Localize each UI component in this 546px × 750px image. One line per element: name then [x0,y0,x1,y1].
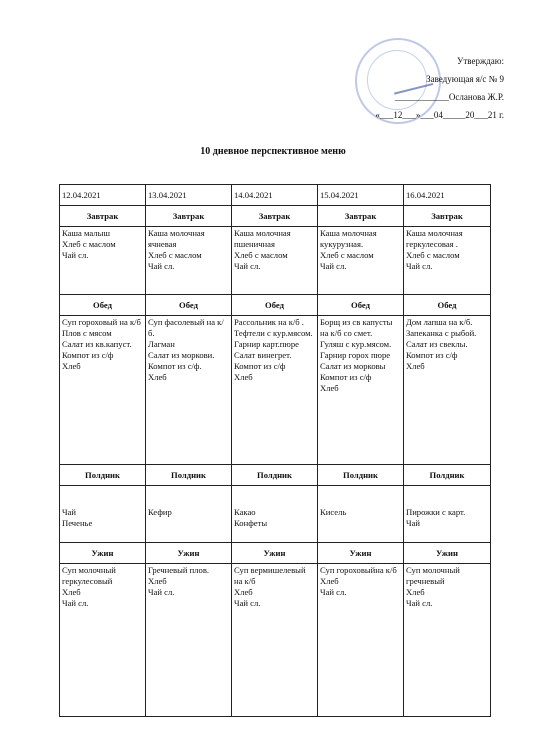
meal-header-row-breakfast [60,206,491,227]
date-day: 12 [393,110,403,120]
meal-header: Ужин [146,543,232,564]
menu-row-snack [60,486,491,543]
menu-cell [146,486,232,543]
menu-items: Суп молочный геркулесовый Хлеб Чай сл. [62,565,116,608]
meal-header-row-lunch [60,295,491,316]
meal-header-row-dinner [60,543,491,564]
meal-header: Полдник [232,465,318,486]
menu-items: Суп вермишелевый на к/б Хлеб Чай сл. [234,565,306,608]
menu-items: Суп гороховый на к/б Плов с мясом Салат из кв.капуст. Компот из с/ф Хлеб [62,317,141,371]
menu-cell [60,227,146,295]
meal-header: Обед [404,295,491,316]
date-open: « [375,110,380,120]
meal-header: Завтрак [232,206,318,227]
menu-items: Суп гороховыйна к/б Хлеб Чай сл. [320,565,397,597]
menu-cell [146,316,232,465]
meal-header: Обед [60,295,146,316]
menu-cell [146,227,232,295]
menu-items: Гречневый плов. Хлеб Чай сл. [148,565,210,597]
date-year: 20 [465,110,475,120]
menu-items: Суп фасолевый на к/б. Лагман Салат из моркови. Компот из с/ф. Хлеб [148,317,224,382]
approval-date-line: «___12___»___04_____20___21 г. [375,110,504,120]
date-cell: 14.04.2021 [232,185,318,206]
menu-cell [60,316,146,465]
menu-cell [318,227,404,295]
date-mid: » [415,110,421,120]
menu-items: Каша молочная пшеничная Хлеб с маслом Чай сл. [234,228,291,271]
menu-items: Кисель [320,507,347,517]
menu-row-breakfast [60,227,491,295]
menu-items: Пирожки с карт. Чай [406,507,466,528]
menu-items: Чай Печенье [62,507,93,528]
menu-cell [404,486,491,543]
meal-header-row-snack [60,465,491,486]
date-cell: 16.04.2021 [404,185,491,206]
menu-cell [60,564,146,717]
menu-cell [318,564,404,717]
menu-row-lunch [60,316,491,465]
menu-items: Каша молочная геркулесовая . Хлеб с маслом Чай сл. [406,228,463,271]
menu-items: Каша молочная кукурузная. Хлеб с маслом Чай сл. [320,228,377,271]
menu-items: Какао Конфеты [234,507,268,528]
menu-table [59,184,491,717]
meal-header: Завтрак [60,206,146,227]
menu-items: Кефир [148,507,172,517]
date-year-end: 21 г. [487,110,504,120]
menu-cell [404,564,491,717]
meal-header: Полдник [146,465,232,486]
menu-cell [232,227,318,295]
menu-cell [232,486,318,543]
menu-cell [60,486,146,543]
menu-items: Рассольник на к/б . Тефтели с кур.мясом. Гарнир карт.пюре Салат винегрет. Компот из с/ф Хлеб [234,317,313,382]
meal-header: Обед [146,295,232,316]
menu-cell [232,316,318,465]
menu-cell [232,564,318,717]
meal-header: Ужин [404,543,491,564]
menu-row-dinner [60,564,491,717]
meal-header: Ужин [232,543,318,564]
approval-position: Заведующая я/с № 9 [426,74,504,84]
date-cell: 12.04.2021 [60,185,146,206]
menu-items: Каша молочная ячневая Хлеб с маслом Чай сл. [148,228,205,271]
menu-items: Каша малыш Хлеб с маслом Чай сл. [62,228,116,260]
meal-header: Полдник [60,465,146,486]
date-month: 04 [433,110,443,120]
meal-header: Завтрак [318,206,404,227]
approval-block [314,52,504,124]
menu-cell [318,316,404,465]
meal-header: Завтрак [404,206,491,227]
menu-cell [146,564,232,717]
document-title: 10 дневное перспективное меню [200,146,346,157]
meal-header: Обед [318,295,404,316]
meal-header: Завтрак [146,206,232,227]
meal-header: Ужин [318,543,404,564]
menu-cell [318,486,404,543]
menu-items: Суп молочный гречневый Хлеб Чай сл. [406,565,460,608]
meal-header: Полдник [404,465,491,486]
menu-cell [404,316,491,465]
approval-title: Утверждаю: [456,56,504,66]
menu-items: Борщ из св капусты на к/б со смет. Гуляш с кур.мясом. Гарнир горох пюре Салат из морковы Компот из с/ф Хлеб [320,317,393,393]
meal-header: Обед [232,295,318,316]
menu-cell [404,227,491,295]
meal-header: Полдник [318,465,404,486]
meal-header: Ужин [60,543,146,564]
dates-row [60,185,491,206]
approval-name-line: ____________Осланова Ж.Р. [394,92,504,102]
menu-items: Дом лапша на к/б. Запеканка с рыбой. Салат из свеклы. Компот из с/ф Хлеб [406,317,477,371]
date-cell: 13.04.2021 [146,185,232,206]
approval-name: Осланова Ж.Р. [448,92,504,102]
date-cell: 15.04.2021 [318,185,404,206]
